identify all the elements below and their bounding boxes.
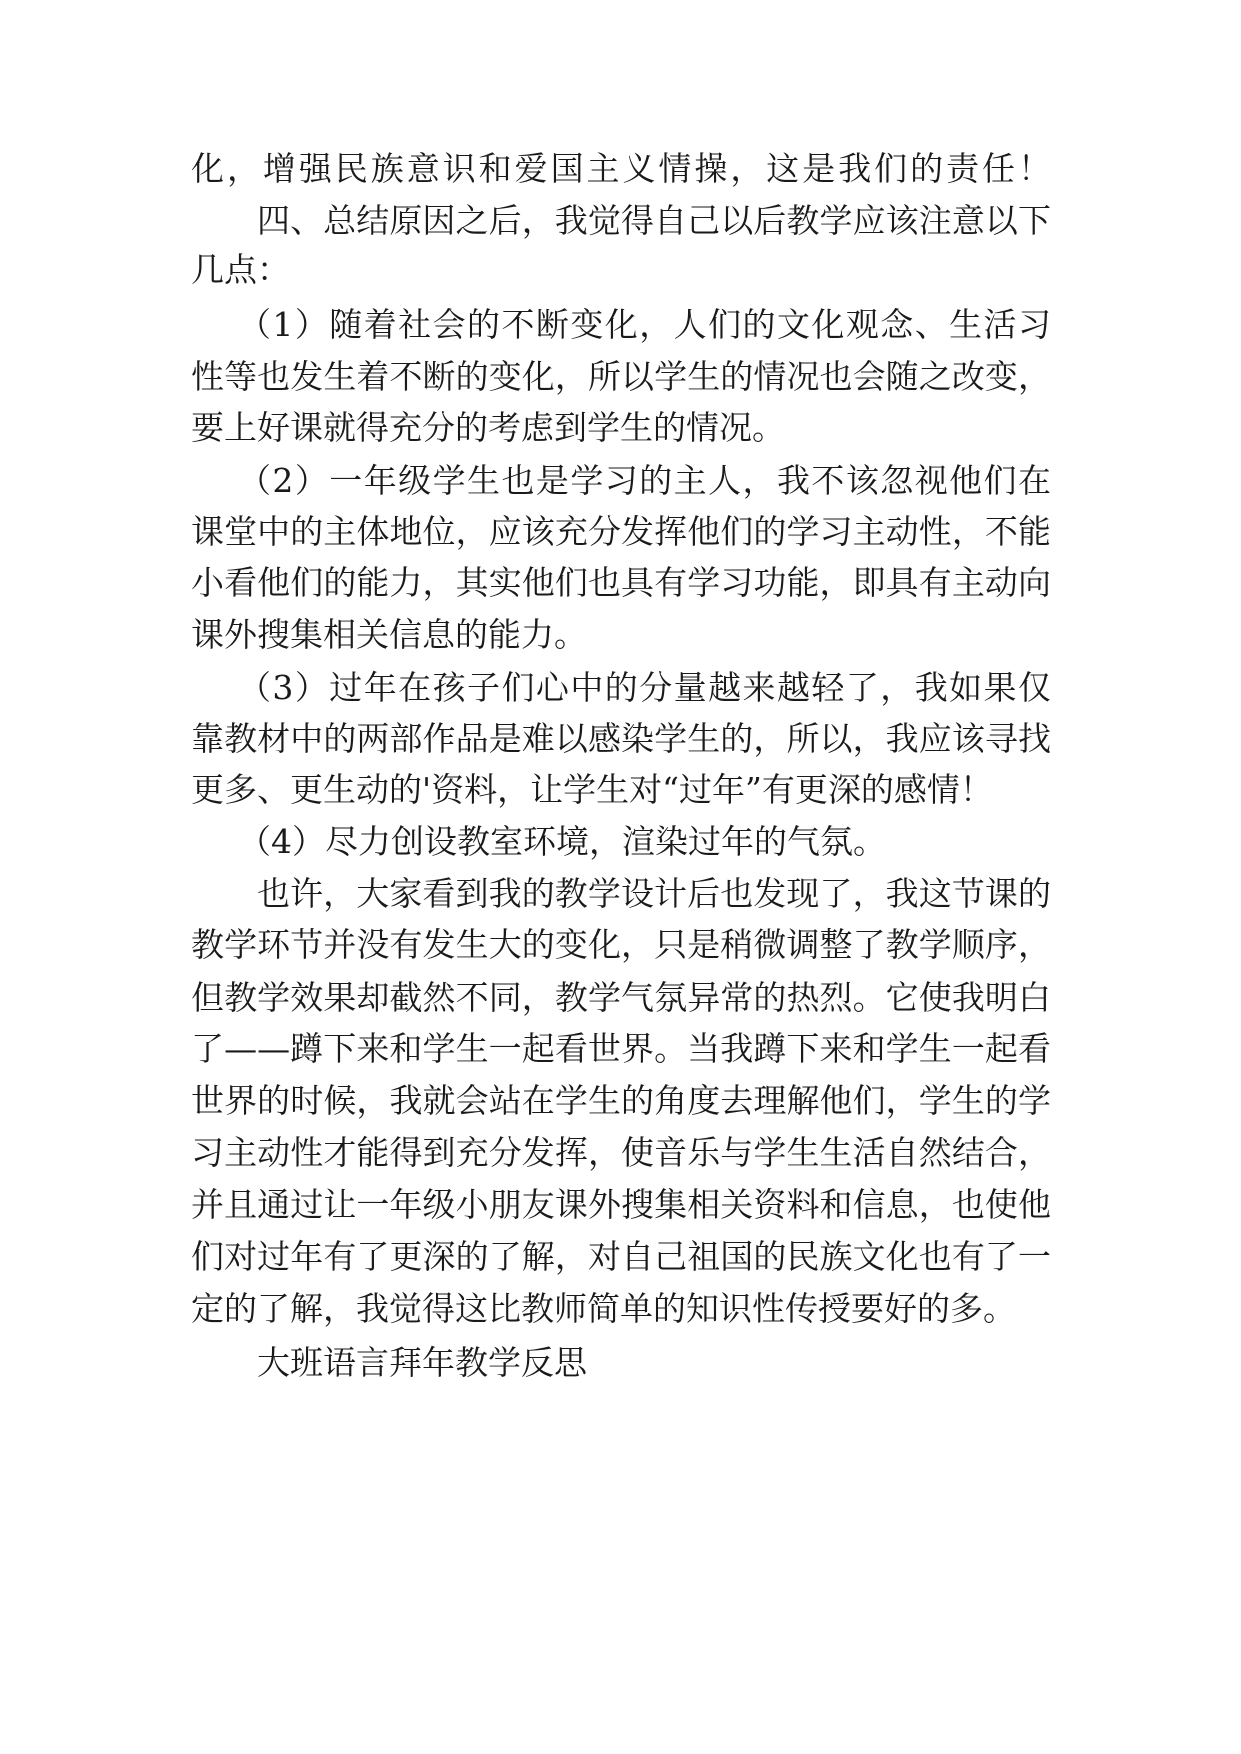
text-line: 化，增强民族意识和爱国主义情操，这是我们的责任！ <box>191 149 1051 188</box>
text-line: 教学环节并没有发生大的变化，只是稍微调整了教学顺序， <box>191 925 1051 964</box>
text-line: 了——蹲下来和学生一起看世界。当我蹲下来和学生一起看 <box>191 1029 1051 1068</box>
text-line: 们对过年有了更深的了解，对自己祖国的民族文化也有了一 <box>191 1237 1051 1276</box>
text-line: 要上好课就得充分的考虑到学生的情况。 <box>191 408 785 447</box>
text-line: 课外搜集相关信息的能力。 <box>191 615 587 654</box>
text-line: 世界的时候，我就会站在学生的角度去理解他们，学生的学 <box>191 1081 1051 1120</box>
text-line: 但教学效果却截然不同，教学气氛异常的热烈。它使我明白 <box>191 978 1051 1017</box>
paragraph-first-line: 也许，大家看到我的教学设计后也发现了，我这节课的 <box>257 874 1051 913</box>
text-line: 定的了解，我觉得这比教师简单的知识性传授要好的多。 <box>191 1289 1016 1328</box>
paragraph-heading-line: 四、总结原因之后，我觉得自己以后教学应该注意以下 <box>257 201 1051 240</box>
list-item-4-line: （4）尽力创设教室环境，渲染过年的气氛。 <box>238 822 886 861</box>
text-line: 并且通过让一年级小朋友课外搜集相关资料和信息，也使他 <box>191 1185 1051 1224</box>
list-item-2-line: （2）一年级学生也是学习的主人，我不该忽视他们在 <box>238 461 1051 500</box>
text-line: 小看他们的能力，其实他们也具有学习功能，即具有主动向 <box>191 563 1051 602</box>
text-line: 课堂中的主体地位，应该充分发挥他们的学习主动性，不能 <box>191 512 1051 551</box>
text-line: 靠教材中的两部作品是难以感染学生的，所以，我应该寻找 <box>191 719 1051 758</box>
text-line: 习主动性才能得到充分发挥，使音乐与学生生活自然结合， <box>191 1133 1051 1172</box>
list-item-3-line: （3）过年在孩子们心中的分量越来越轻了，我如果仅 <box>238 668 1051 707</box>
section-title: 大班语言拜年教学反思 <box>257 1343 587 1382</box>
text-line: 性等也发生着不断的变化，所以学生的情况也会随之改变， <box>191 357 1051 396</box>
list-item-1-line: （1）随着社会的不断变化，人们的文化观念、生活习 <box>238 305 1051 344</box>
text-line: 几点： <box>191 250 290 289</box>
text-line: 更多、更生动的'资料，让学生对“过年”有更深的感情！ <box>191 770 993 809</box>
